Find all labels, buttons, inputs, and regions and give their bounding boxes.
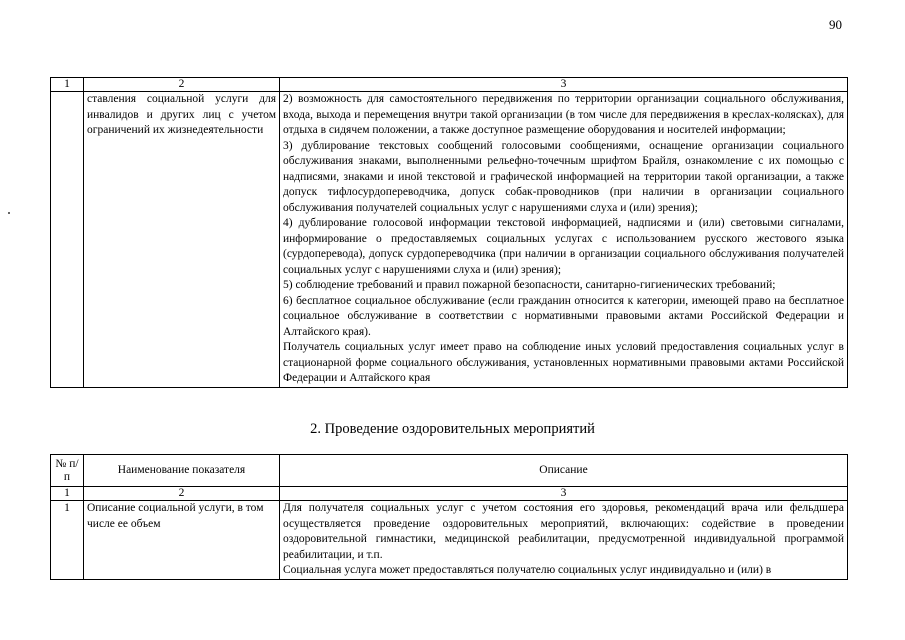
column-number-row — [51, 78, 848, 92]
indicator-name-cell: Описание социальной услуги, в том числе ее объем — [84, 501, 280, 580]
header-indicator-name: Наименование показателя — [84, 455, 280, 487]
column-number-row — [51, 487, 848, 501]
paragraph: 5) соблюдение требований и правил пожарной безопасности, санитарно-гигиенических требований; — [283, 279, 776, 291]
col-number-1: 1 — [51, 78, 84, 92]
services-table-continued — [50, 77, 848, 388]
col-number-1: 1 — [51, 487, 84, 501]
header-row — [51, 455, 848, 487]
paragraph: 6) бесплатное социальное обслуживание (если гражданин относится к категории, имеющей право на бесплатное социальное обслуживание в соответствии с нормативными правовыми актами Российской Федерации и Алтайского края). — [283, 294, 844, 338]
page-number: 90 — [829, 17, 842, 32]
col-number-2: 2 — [84, 487, 280, 501]
header-description: Описание — [280, 455, 848, 487]
row-number-cell: 1 — [51, 501, 84, 580]
section-heading: 2. Проведение оздоровительных мероприятий — [310, 421, 595, 437]
header-number: № п/п — [51, 455, 84, 487]
paragraph: Получатель социальных услуг имеет право на соблюдение иных условий предоставления социальных услуг в стационарной форме социального обслуживания, установленных нормативными правовыми актами Российской Федерации и Алтайского края — [283, 341, 844, 384]
col-number-3: 3 — [280, 78, 848, 92]
col-number-2: 2 — [84, 78, 280, 92]
scan-speck — [8, 212, 10, 214]
description-cell — [280, 501, 848, 580]
row-number-cell — [51, 92, 84, 388]
table-row — [51, 92, 848, 388]
table-row — [51, 501, 848, 580]
col-number-3: 3 — [280, 487, 848, 501]
health-activities-table — [50, 454, 848, 580]
paragraph: Для получателя социальных услуг с учетом состояния его здоровья, рекомендаций врача или фельдшера осуществляется проведение оздоровительных мероприятий, включающих: содействие в проведении оздоровительной гимнастики, медицинской реабилитации, предусмотренной индивидуальной программой реабилитации, и т.п. — [283, 502, 844, 561]
description-cell — [280, 92, 848, 388]
paragraph: Социальная услуга может предоставляться получателю социальных услуг индивидуально и (или) в — [283, 564, 772, 576]
paragraph: 3) дублирование текстовых сообщений голосовыми сообщениями, оснащение организации социального обслуживания знаками, выполненными рельефно-точечным шрифтом Брайля, ознакомление с их помощью с надписями, знаками и иной текстовой и графической информацией на территории такой организации, а также допуск тифлосурдопереводчика, допуск собак-проводников (при наличии в организации социального обслуживания получателей социальных услуг с нарушениями слуха и (или) зрения); — [283, 139, 844, 214]
indicator-name-cell: ставления социальной услуги для инвалидов и других лиц с учетом ограничений их жизнедеятельности — [84, 92, 280, 388]
paragraph: 4) дублирование голосовой информации текстовой информацией, надписями и (или) световыми сигналами, информирование о предоставляемых социальных услугах с использованием русского жестового языка (сурдоперевода), допуск сурдопереводчика (при наличии в организации социального обслуживания получателей социальных услуг с нарушениями слуха и (или) зрения); — [283, 217, 844, 276]
paragraph: 2) возможность для самостоятельного передвижения по территории организации социального обслуживания, входа, выхода и перемещения внутри такой организации (в том числе для передвижения в креслах-колясках), для отдыха в сидячем положении, а также доступное размещение оборудования и носителей информации; — [283, 93, 844, 136]
